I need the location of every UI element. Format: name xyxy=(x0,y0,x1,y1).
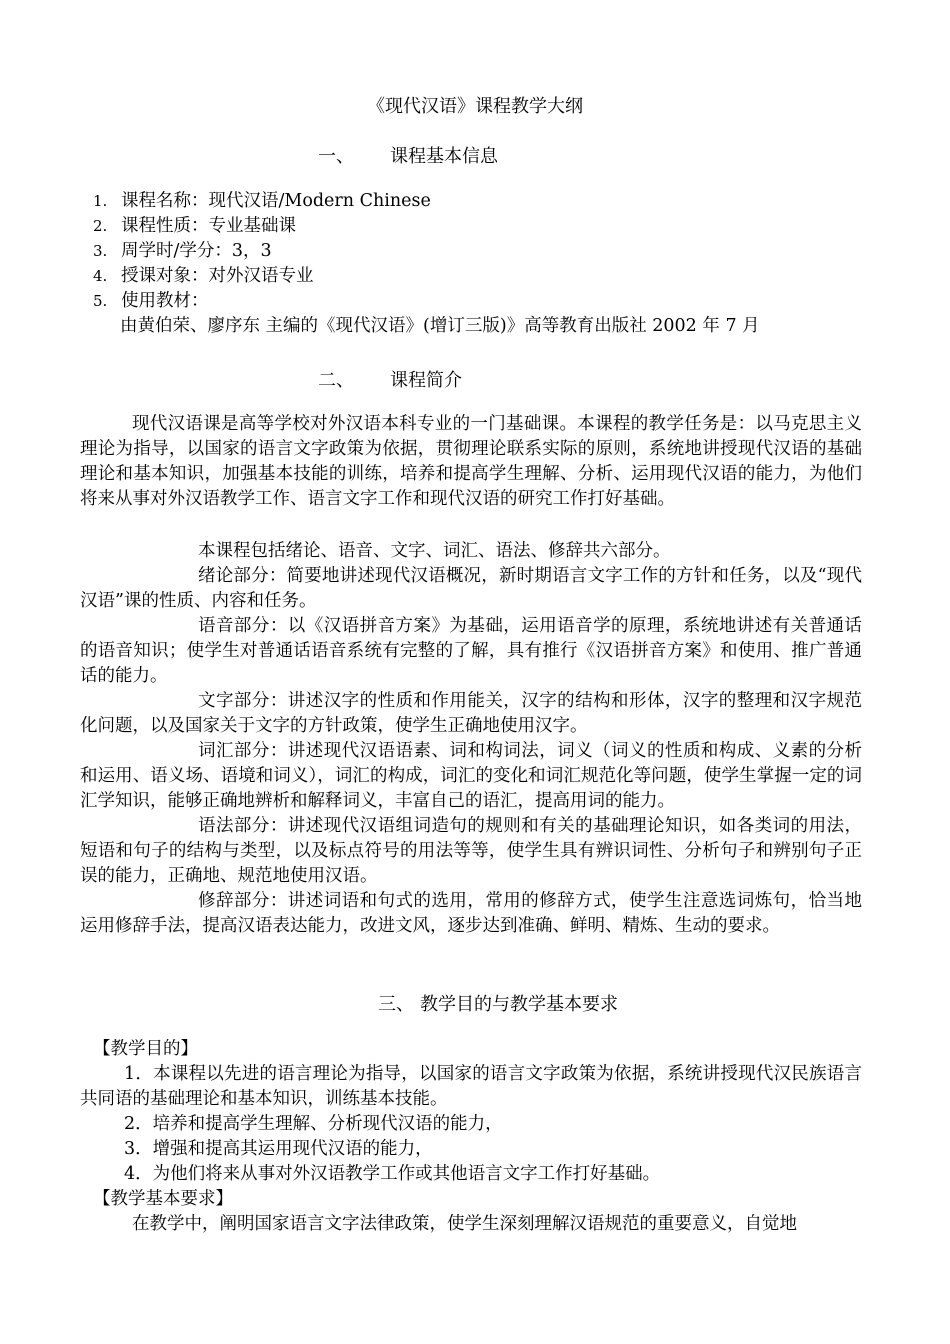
section-heading-basic-info xyxy=(318,142,498,168)
list-item xyxy=(93,189,893,214)
section-number: 二、 xyxy=(318,370,354,391)
goal-item: 1．本课程以先进的语言理论为指导，以国家的语言文字政策为依据，系统讲授现代汉民族语言共同语的基础理论和基本知识，训练基本技能。 xyxy=(80,1064,862,1109)
basic-requirements-label: 【教学基本要求】 xyxy=(93,1189,233,1209)
intro-paragraph: 语法部分：讲述现代汉语组词造句的规则和有关的基础理论知识，如各类词的用法，短语和句子的结构与类型，以及标点符号的用法等等，使学生具有辨识词性、分析句子和辨别句子正误的能力，正确地、规范地使用汉语。 xyxy=(80,816,862,886)
goal-item: 2．培养和提高学生理解、分析现代汉语的能力， xyxy=(124,1114,503,1134)
item-number: 5. xyxy=(93,292,108,310)
item-text: 周学时/学分：3，3 xyxy=(121,241,272,261)
item-text: 课程名称：现代汉语/Modern Chinese xyxy=(121,191,431,211)
intro-paragraph: 语音部分：以《汉语拼音方案》为基础，运用语音学的原理，系统地讲述有关普通话的语音知识；使学生对普通话语音系统有完整的了解，具有推行《汉语拼音方案》和使用、推广普通话的能力。 xyxy=(80,616,862,686)
goal-item: 3．增强和提高其运用现代汉语的能力， xyxy=(124,1139,433,1159)
intro-paragraph: 本课程包括绪论、语音、文字、词汇、语法、修辞共六部分。 xyxy=(198,541,671,561)
intro-paragraph: 现代汉语课是高等学校对外汉语本科专业的一门基础课。本课程的教学任务是：以马克思主义理论为指导，以国家的语言文字政策为依据，贯彻理论联系实际的原则，系统地讲授现代汉语的基础理论和基本知识，加强基本技能的训练，培养和提高学生理解、分析、运用现代汉语的能力，为他们将来从事对外汉语教学工作、语言文字工作和现代汉语的研究工作打好基础。 xyxy=(80,414,862,509)
goal-item: 4．为他们将来从事对外汉语教学工作或其他语言文字工作打好基础。 xyxy=(124,1164,661,1184)
section-number: 三、 xyxy=(378,994,414,1015)
section-title: 课程简介 xyxy=(390,370,462,391)
section-title: 课程基本信息 xyxy=(390,146,498,167)
section-number: 一、 xyxy=(318,146,354,167)
intro-paragraph: 词汇部分：讲述现代汉语语素、词和构词法，词义（词义的性质和构成、义素的分析和运用、语义场、语境和词义），词汇的构成，词汇的变化和词汇规范化等问题，使学生掌握一定的词汇学知识，能够正确地辨析和解释词义，丰富自己的语汇，提高用词的能力。 xyxy=(80,741,862,811)
section-heading-goals xyxy=(378,990,618,1016)
item-text: 授课对象：对外汉语专业 xyxy=(121,266,314,286)
textbook-info: 由黄伯荣、廖序东 主编的《现代汉语》(增订三版)》高等教育出版社 2002 年 7 月 xyxy=(120,316,760,336)
teaching-goals-label: 【教学目的】 xyxy=(93,1039,198,1059)
item-text: 课程性质：专业基础课 xyxy=(121,216,296,236)
list-item xyxy=(93,289,893,314)
requirements-paragraph: 在教学中，阐明国家语言文字法律政策，使学生深刻理解汉语规范的重要意义，自觉地 xyxy=(132,1214,797,1234)
intro-paragraph: 文字部分：讲述汉字的性质和作用能关，汉字的结构和形体，汉字的整理和汉字规范化问题，以及国家关于文字的方针政策，使学生正确地使用汉字。 xyxy=(80,691,862,736)
section-heading-course-intro xyxy=(318,366,462,392)
list-item xyxy=(93,239,893,264)
course-info-list xyxy=(93,189,893,314)
intro-paragraph: 修辞部分：讲述词语和句式的选用，常用的修辞方式，使学生注意选词炼句，恰当地运用修辞手法，提高汉语表达能力，改进文风，逐步达到准确、鲜明、精炼、生动的要求。 xyxy=(80,891,862,936)
list-item xyxy=(93,214,893,239)
item-text: 使用教材： xyxy=(121,291,209,311)
section-title: 教学目的与教学基本要求 xyxy=(420,994,618,1015)
list-item xyxy=(93,264,893,289)
item-number: 4. xyxy=(93,267,108,285)
item-number: 1. xyxy=(93,192,108,210)
item-number: 2. xyxy=(93,217,108,235)
item-number: 3. xyxy=(93,242,108,260)
document-title: 《现代汉语》课程教学大纲 xyxy=(367,96,583,117)
intro-paragraph: 绪论部分：简要地讲述现代汉语概况，新时期语言文字工作的方针和任务，以及“现代汉语”课的性质、内容和任务。 xyxy=(80,566,862,611)
